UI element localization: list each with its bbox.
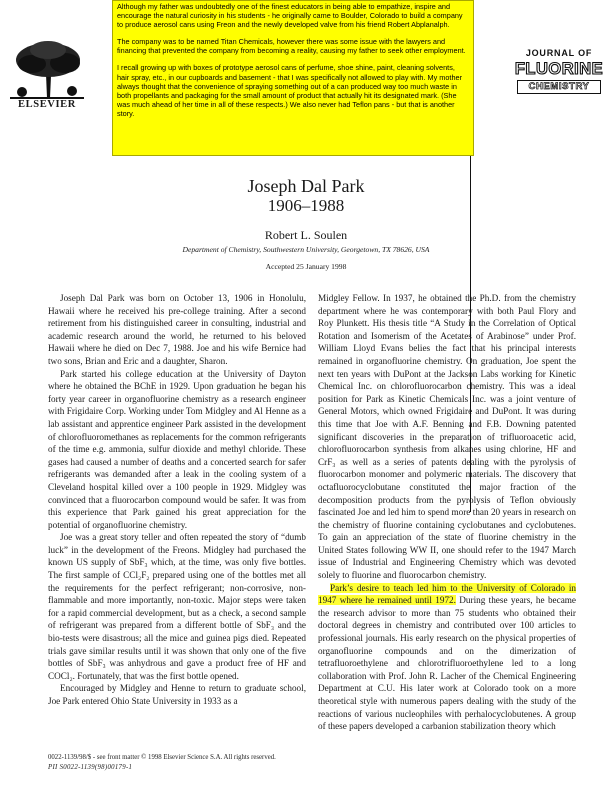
annotation-paragraph: Although my father was undoubtedly one of the finest educators in being able to empathize, inspire and encourage the natural curiosity in his students - he originally came to Boulder, Colorado to build a company to produce aerosol cans using Freon and the newly developed valve from his friend Robert Abplanalph. [117, 2, 463, 30]
journal-title-line1: JOURNAL OF [525, 48, 593, 58]
journal-title-line2: FLUORINE [514, 60, 604, 78]
page-footer [48, 753, 276, 773]
body-paragraph: Joseph Dal Park was born on October 13, 1906 in Honolulu, Hawaii where he received his pre-college training. After a second retirement from his distinguished career in consulting, industrial and academic research around the world, he returned to his beloved Hawaii where he died on Dec 7, 1988. Joe and his wife Bernice had two sons, Brian and Eric and a daughter, Sharon. [48, 293, 306, 366]
journal-title-line3: CHEMISTRY [517, 80, 601, 94]
publisher-name: ELSEVIER [18, 99, 76, 110]
article-title-years: 1906–1988 [267, 196, 345, 215]
article-title-name: Joseph Dal Park [247, 176, 365, 196]
body-column-right [318, 292, 576, 733]
body-paragraph: Park started his college education at the University of Dayton where he obtained the BChE in 1929. Upon graduation he began his forty year career in organofluorine chemistry as a research engineer with Frigidaire Corp. Working under Tom Midgley and Al Henne as a lab assistant and apprentice engineer Park assisted in the development of chlorofluoromethanes as replacements for the common refrigerants of the time e.g. ammonia, sulfur dioxide and methyl chloride. These gases had caused a number of deaths and a concerted search for safer refrigerants was demanded after a leak in the cooling system of a Cleveland hospital killed over a 100 people in 1929. Midgley was convinced that a fluorocarbon compound would be safer. It was from this experience that Park gained his great appreciation for the potential of organofluorine chemistry. [48, 368, 306, 530]
highlighted-sentence: Park’s desire to teach led him to the University of Colorado in 1947 where he remained until 1972. [318, 582, 576, 606]
annotation-note[interactable] [112, 0, 474, 156]
article-author: Robert L. Soulen [264, 228, 348, 242]
accepted-date: Accepted 25 January 1998 [265, 262, 347, 271]
body-paragraph-highlighted [318, 582, 576, 733]
body-paragraph: Midgley Fellow. In 1937, he obtained the Ph.D. from the chemistry department where he was contemporary with both Paul Flory and Roy Plunkett. His thesis title “A Study in the Correlation of Optical Rotation and Isomerism of the Acetates of Arabinose” under Prof. William Lloyd Evans belies the fact that his principal interests remained in organofluorine chemistry. On graduation, Joe spent the next ten years with DuPont at the Jackson Labs working for Kinetic Chemical Inc. on chlorofluorocarbon chemistry. This was a ideal position for Park as Kinetic Chemicals Inc. was a joint venture of General Motors, which owned Frigidaire and DuPont. It was during this time that Joe with A.F. Benning and F.B. Downing patented significant discoveries in the preparation of trifluoroacetic acid, chlorofluorocarbon synthesis from alkanes using chlorine, HF and CrF₃ as well as a series of patents dealing with the pyrolysis of fluorocarbon monomer and polymeric materials. The discovery that octafluorocyclobutane constituted the major fraction of the decomposition products from the pyrolysis of Teflon obviously fascinated Joe and led him to spend more than 20 years in research on the chemistry of fluorine containing cyclobutanes and cyclobutenes. To gain an appreciation of the state of fluorine chemistry in the United States following WW II, one should refer to the 1947 March issue of Industrial and Engineering Chemistry which was devoted solely to fluorine and fluorocarbon chemistry. [318, 293, 576, 581]
body-text: During these years, he became the research advisor to more than 75 students who obtained their doctoral degrees in chemistry and contributed over 100 articles to professional journals. His early research on the physical properties of organofluorine compounds and on the dimerization of tetrafluoroethylene and chlorotrifluoroethylene led to a long collaboration with Prof. John R. Lacher of the Chemical Engineering Department at C.U. His later work at Colorado took on a more theoretical style with numerous papers dealing with the study of the reactions of various nucleophiles with perhalocyclobutenes. A group of these papers developed a carbanion stabilization theory which [318, 595, 576, 732]
annotation-paragraph: The company was to be named Titan Chemicals, however there was some issue with the lawyers and financing that prevented the company from becoming a reality, causing my father to seek other employment. [117, 37, 466, 56]
author-affiliation: Department of Chemistry, Southwestern University, Georgetown, TX 78626, USA [182, 245, 430, 254]
pii-line: PII S0022-1139(98)00179-1 [48, 764, 133, 771]
journal-masthead [510, 48, 608, 94]
body-paragraph: Joe was a great story teller and often repeated the story of “dumb luck” in the development of the Freons. Midgley had purchased the known US supply of SbF₃ which, at the time, was only five bottles. The first sample of CCl₂F₂ prepared using one of the bottles met all the requirements for the perfect refrigerant; non-corrosive, non-flammable and more importantly, non-toxic. Major steps were taken for a rapid commercial development, but as a check, a second sample of refrigerant was prepared from a different bottle of SbF₃ and the bio-tests were disastrous; all the mice and guinea pigs died. Repeated trials gave similar results until it was shown that only one of the five bottles of SbF₃ was anhydrous and gave a product free of HF and COCl₂. Fortunately, that was the first bottle opened. [48, 532, 306, 681]
annotation-paragraph: I recall growing up with boxes of prototype aerosol cans of perfume, shoe shine, paint, cleaning solvents, hair spray, etc., in our cupboards and basement - that I was specifically not allowed to play with. My mother always thought that the convenience of spraying something out of a can produced way too much waste in both propellants and packaging for the small amount of product that actually hit its designated mark. (She was much ahead of her time in all of these respects.) We also never had Teflon pans - but that is another story. [117, 63, 463, 118]
body-paragraph: Encouraged by Midgley and Henne to return to graduate school, Joe Park entered Ohio State University in 1933 as a [48, 683, 306, 706]
body-column-left [48, 292, 306, 708]
copyright-line: 0022-1139/98/$ - see front matter © 1998 Elsevier Science S.A. All rights reserved. [48, 754, 276, 761]
